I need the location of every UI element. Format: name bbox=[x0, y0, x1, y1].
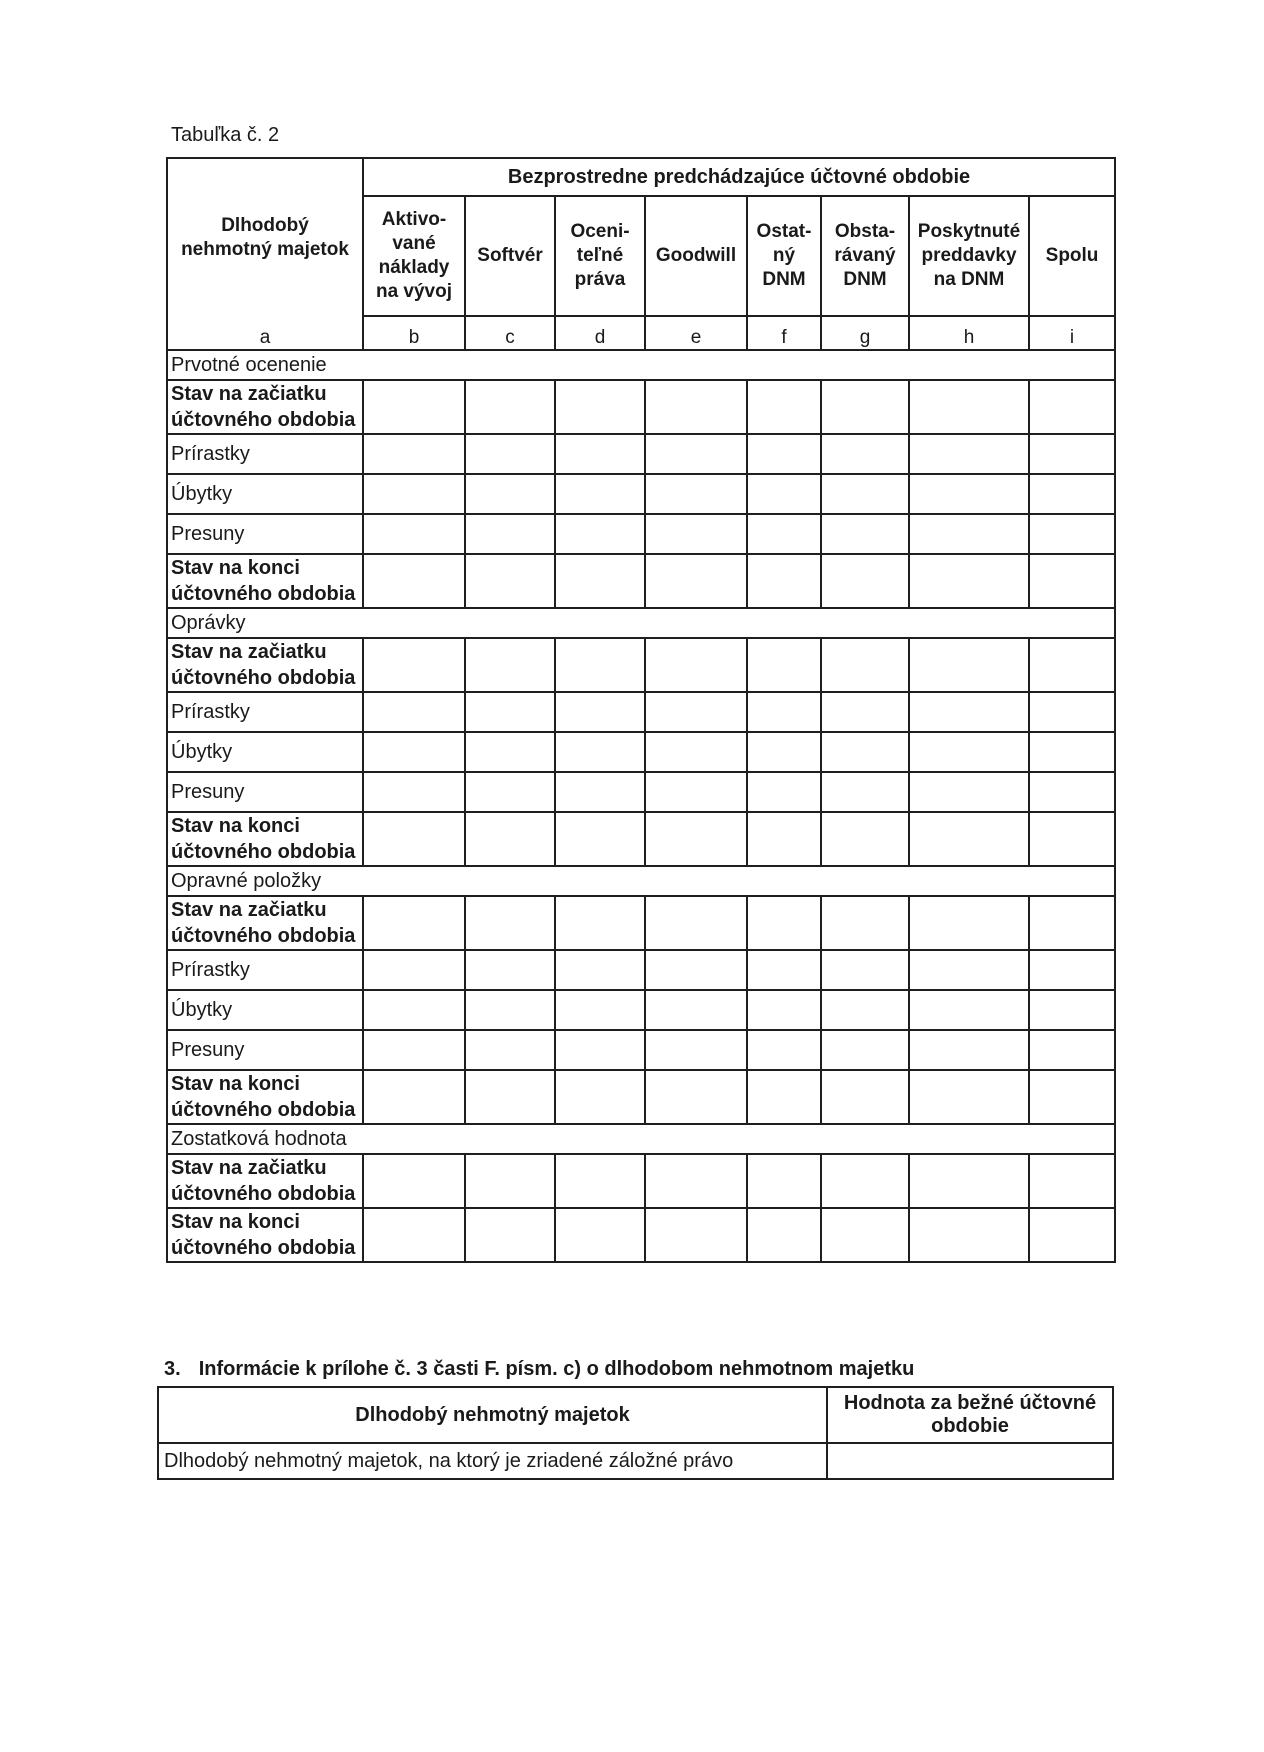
value-cell[interactable] bbox=[1029, 692, 1115, 732]
value-cell[interactable] bbox=[555, 1070, 645, 1124]
column-header: Obsta- rávaný DNM bbox=[821, 196, 909, 316]
value-cell[interactable] bbox=[747, 638, 821, 692]
row-label: Presuny bbox=[167, 514, 363, 554]
value-cell[interactable] bbox=[645, 692, 747, 732]
value-cell[interactable] bbox=[821, 474, 909, 514]
value-cell[interactable] bbox=[465, 896, 555, 950]
section-row bbox=[167, 350, 1115, 380]
column-header: Spolu bbox=[1029, 196, 1115, 316]
table-row bbox=[167, 950, 1115, 990]
row-label: Stav na začiatku účtovného obdobia bbox=[167, 896, 363, 950]
value-cell[interactable] bbox=[821, 1030, 909, 1070]
value-cell[interactable] bbox=[645, 772, 747, 812]
column-letter: h bbox=[909, 316, 1029, 350]
column-letter: f bbox=[747, 316, 821, 350]
value-cell[interactable] bbox=[1029, 950, 1115, 990]
value-cell[interactable] bbox=[363, 950, 465, 990]
info-row-label: Dlhodobý nehmotný majetok, na ktorý je zriadené záložné právo bbox=[158, 1443, 827, 1479]
row-label: Stav na začiatku účtovného obdobia bbox=[167, 1154, 363, 1208]
table-row bbox=[167, 638, 1115, 692]
row-label: Stav na konci účtovného obdobia bbox=[167, 812, 363, 866]
value-cell[interactable] bbox=[821, 1154, 909, 1208]
value-cell[interactable] bbox=[747, 772, 821, 812]
value-cell[interactable] bbox=[747, 1070, 821, 1124]
value-cell[interactable] bbox=[821, 380, 909, 434]
value-cell[interactable] bbox=[747, 554, 821, 608]
value-cell[interactable] bbox=[555, 950, 645, 990]
value-cell[interactable] bbox=[645, 950, 747, 990]
value-cell[interactable] bbox=[555, 380, 645, 434]
value-cell[interactable] bbox=[909, 474, 1029, 514]
value-cell[interactable] bbox=[645, 1154, 747, 1208]
value-cell[interactable] bbox=[465, 692, 555, 732]
table-row bbox=[167, 1030, 1115, 1070]
value-cell[interactable] bbox=[909, 990, 1029, 1030]
value-cell[interactable] bbox=[645, 1208, 747, 1262]
value-cell[interactable] bbox=[909, 1154, 1029, 1208]
value-cell[interactable] bbox=[909, 732, 1029, 772]
value-cell[interactable] bbox=[645, 380, 747, 434]
pledged-assets-table bbox=[157, 1386, 1114, 1480]
section-row bbox=[167, 608, 1115, 638]
row-label: Prírastky bbox=[167, 692, 363, 732]
value-cell[interactable] bbox=[747, 474, 821, 514]
section-3-number: 3. bbox=[164, 1358, 181, 1380]
info-value-cell[interactable] bbox=[827, 1443, 1113, 1479]
value-cell[interactable] bbox=[909, 1030, 1029, 1070]
row-label: Presuny bbox=[167, 1030, 363, 1070]
value-cell[interactable] bbox=[363, 554, 465, 608]
value-cell[interactable] bbox=[645, 990, 747, 1030]
intangible-assets-table bbox=[166, 157, 1116, 1263]
table-row bbox=[167, 554, 1115, 608]
value-cell[interactable] bbox=[363, 514, 465, 554]
value-cell[interactable] bbox=[645, 474, 747, 514]
column-letter: c bbox=[465, 316, 555, 350]
column-header: Softvér bbox=[465, 196, 555, 316]
value-cell[interactable] bbox=[555, 514, 645, 554]
value-cell[interactable] bbox=[645, 1070, 747, 1124]
value-cell[interactable] bbox=[465, 638, 555, 692]
value-cell[interactable] bbox=[465, 474, 555, 514]
value-cell[interactable] bbox=[555, 638, 645, 692]
value-cell[interactable] bbox=[821, 896, 909, 950]
value-cell[interactable] bbox=[747, 812, 821, 866]
value-cell[interactable] bbox=[821, 732, 909, 772]
value-cell[interactable] bbox=[747, 1154, 821, 1208]
value-cell[interactable] bbox=[1029, 1208, 1115, 1262]
header-row-group bbox=[167, 158, 1115, 196]
value-cell[interactable] bbox=[363, 1070, 465, 1124]
value-cell[interactable] bbox=[909, 434, 1029, 474]
value-cell[interactable] bbox=[821, 434, 909, 474]
value-cell[interactable] bbox=[747, 380, 821, 434]
table-row bbox=[167, 380, 1115, 434]
value-cell[interactable] bbox=[821, 772, 909, 812]
table-label: Tabuľka č. 2 bbox=[171, 124, 280, 146]
value-cell[interactable] bbox=[363, 1030, 465, 1070]
value-cell[interactable] bbox=[465, 950, 555, 990]
value-cell[interactable] bbox=[821, 1070, 909, 1124]
value-cell[interactable] bbox=[909, 514, 1029, 554]
value-cell[interactable] bbox=[363, 990, 465, 1030]
value-cell[interactable] bbox=[1029, 772, 1115, 812]
row-label: Stav na začiatku účtovného obdobia bbox=[167, 380, 363, 434]
value-cell[interactable] bbox=[821, 990, 909, 1030]
section-title: Oprávky bbox=[167, 608, 1115, 638]
value-cell[interactable] bbox=[555, 434, 645, 474]
value-cell[interactable] bbox=[465, 380, 555, 434]
info-col1-header: Dlhodobý nehmotný majetok bbox=[158, 1387, 827, 1443]
value-cell[interactable] bbox=[555, 990, 645, 1030]
table-row bbox=[167, 896, 1115, 950]
value-cell[interactable] bbox=[747, 1208, 821, 1262]
column-letter: e bbox=[645, 316, 747, 350]
value-cell[interactable] bbox=[909, 1070, 1029, 1124]
value-cell[interactable] bbox=[465, 554, 555, 608]
value-cell[interactable] bbox=[363, 812, 465, 866]
value-cell[interactable] bbox=[645, 732, 747, 772]
value-cell[interactable] bbox=[465, 732, 555, 772]
table-row bbox=[167, 1154, 1115, 1208]
value-cell[interactable] bbox=[909, 380, 1029, 434]
table-row bbox=[167, 434, 1115, 474]
column-header: Goodwill bbox=[645, 196, 747, 316]
value-cell[interactable] bbox=[909, 812, 1029, 866]
table-row bbox=[167, 1070, 1115, 1124]
value-cell[interactable] bbox=[555, 692, 645, 732]
value-cell[interactable] bbox=[747, 732, 821, 772]
value-cell[interactable] bbox=[363, 1154, 465, 1208]
value-cell[interactable] bbox=[1029, 812, 1115, 866]
column-letter: g bbox=[821, 316, 909, 350]
value-cell[interactable] bbox=[555, 772, 645, 812]
value-cell[interactable] bbox=[909, 692, 1029, 732]
value-cell[interactable] bbox=[909, 638, 1029, 692]
value-cell[interactable] bbox=[909, 554, 1029, 608]
value-cell[interactable] bbox=[555, 732, 645, 772]
column-letter: i bbox=[1029, 316, 1115, 350]
column-letter: a bbox=[167, 316, 363, 350]
value-cell[interactable] bbox=[465, 812, 555, 866]
value-cell[interactable] bbox=[747, 896, 821, 950]
value-cell[interactable] bbox=[821, 812, 909, 866]
value-cell[interactable] bbox=[363, 692, 465, 732]
value-cell[interactable] bbox=[747, 692, 821, 732]
value-cell[interactable] bbox=[363, 638, 465, 692]
value-cell[interactable] bbox=[465, 772, 555, 812]
value-cell[interactable] bbox=[465, 434, 555, 474]
value-cell[interactable] bbox=[1029, 1070, 1115, 1124]
value-cell[interactable] bbox=[465, 1030, 555, 1070]
row-header: Dlhodobý nehmotný majetok bbox=[167, 158, 363, 316]
group-header: Bezprostredne predchádzajúce účtovné obdobie bbox=[363, 158, 1115, 196]
value-cell[interactable] bbox=[645, 554, 747, 608]
value-cell[interactable] bbox=[555, 1030, 645, 1070]
value-cell[interactable] bbox=[909, 896, 1029, 950]
row-label: Stav na konci účtovného obdobia bbox=[167, 1208, 363, 1262]
value-cell[interactable] bbox=[1029, 732, 1115, 772]
value-cell[interactable] bbox=[1029, 514, 1115, 554]
info-col2-header: Hodnota za bežné účtovné obdobie bbox=[827, 1387, 1113, 1443]
column-header: Oceni- teľné práva bbox=[555, 196, 645, 316]
value-cell[interactable] bbox=[465, 514, 555, 554]
value-cell[interactable] bbox=[555, 896, 645, 950]
row-label: Stav na konci účtovného obdobia bbox=[167, 1070, 363, 1124]
section-title: Opravné položky bbox=[167, 866, 1115, 896]
value-cell[interactable] bbox=[747, 950, 821, 990]
value-cell[interactable] bbox=[1029, 554, 1115, 608]
value-cell[interactable] bbox=[747, 1030, 821, 1070]
value-cell[interactable] bbox=[555, 1154, 645, 1208]
value-cell[interactable] bbox=[821, 950, 909, 990]
value-cell[interactable] bbox=[1029, 1154, 1115, 1208]
value-cell[interactable] bbox=[1029, 380, 1115, 434]
value-cell[interactable] bbox=[909, 772, 1029, 812]
value-cell[interactable] bbox=[465, 1208, 555, 1262]
section-title: Zostatková hodnota bbox=[167, 1124, 1115, 1154]
value-cell[interactable] bbox=[1029, 638, 1115, 692]
value-cell[interactable] bbox=[821, 638, 909, 692]
table-row bbox=[167, 772, 1115, 812]
table-row bbox=[167, 692, 1115, 732]
table-row bbox=[167, 474, 1115, 514]
value-cell[interactable] bbox=[363, 434, 465, 474]
value-cell[interactable] bbox=[1029, 1030, 1115, 1070]
value-cell[interactable] bbox=[909, 950, 1029, 990]
value-cell[interactable] bbox=[363, 732, 465, 772]
section-row bbox=[167, 1124, 1115, 1154]
column-header: Ostat- ný DNM bbox=[747, 196, 821, 316]
value-cell[interactable] bbox=[909, 1208, 1029, 1262]
value-cell[interactable] bbox=[645, 896, 747, 950]
value-cell[interactable] bbox=[1029, 434, 1115, 474]
value-cell[interactable] bbox=[645, 1030, 747, 1070]
value-cell[interactable] bbox=[1029, 896, 1115, 950]
row-label: Úbytky bbox=[167, 732, 363, 772]
value-cell[interactable] bbox=[363, 380, 465, 434]
table-row bbox=[167, 732, 1115, 772]
column-header: Poskytnuté preddavky na DNM bbox=[909, 196, 1029, 316]
row-label: Stav na konci účtovného obdobia bbox=[167, 554, 363, 608]
row-label: Presuny bbox=[167, 772, 363, 812]
value-cell[interactable] bbox=[555, 474, 645, 514]
value-cell[interactable] bbox=[747, 990, 821, 1030]
row-label: Prírastky bbox=[167, 434, 363, 474]
value-cell[interactable] bbox=[747, 434, 821, 474]
row-label: Úbytky bbox=[167, 474, 363, 514]
table-row bbox=[167, 990, 1115, 1030]
value-cell[interactable] bbox=[645, 812, 747, 866]
value-cell[interactable] bbox=[645, 434, 747, 474]
column-letter: b bbox=[363, 316, 465, 350]
value-cell[interactable] bbox=[1029, 474, 1115, 514]
row-label: Úbytky bbox=[167, 990, 363, 1030]
value-cell[interactable] bbox=[465, 1154, 555, 1208]
value-cell[interactable] bbox=[465, 990, 555, 1030]
section-row bbox=[167, 866, 1115, 896]
value-cell[interactable] bbox=[363, 772, 465, 812]
value-cell[interactable] bbox=[747, 514, 821, 554]
table-row bbox=[167, 514, 1115, 554]
table-row bbox=[167, 1208, 1115, 1262]
header-row-letters bbox=[167, 316, 1115, 350]
value-cell[interactable] bbox=[363, 1208, 465, 1262]
value-cell[interactable] bbox=[645, 514, 747, 554]
value-cell[interactable] bbox=[363, 896, 465, 950]
column-header: Aktivo- vané náklady na vývoj bbox=[363, 196, 465, 316]
column-letter: d bbox=[555, 316, 645, 350]
value-cell[interactable] bbox=[821, 692, 909, 732]
value-cell[interactable] bbox=[555, 554, 645, 608]
value-cell[interactable] bbox=[821, 554, 909, 608]
value-cell[interactable] bbox=[821, 1208, 909, 1262]
value-cell[interactable] bbox=[555, 812, 645, 866]
value-cell[interactable] bbox=[555, 1208, 645, 1262]
table-row bbox=[167, 812, 1115, 866]
section-3-heading bbox=[164, 1358, 914, 1381]
value-cell[interactable] bbox=[465, 1070, 555, 1124]
row-label: Prírastky bbox=[167, 950, 363, 990]
section-title: Prvotné ocenenie bbox=[167, 350, 1115, 380]
value-cell[interactable] bbox=[645, 638, 747, 692]
section-3-title: Informácie k prílohe č. 3 časti F. písm. c) o dlhodobom nehmotnom majetku bbox=[198, 1358, 915, 1380]
value-cell[interactable] bbox=[821, 514, 909, 554]
value-cell[interactable] bbox=[1029, 990, 1115, 1030]
row-label: Stav na začiatku účtovného obdobia bbox=[167, 638, 363, 692]
value-cell[interactable] bbox=[363, 474, 465, 514]
